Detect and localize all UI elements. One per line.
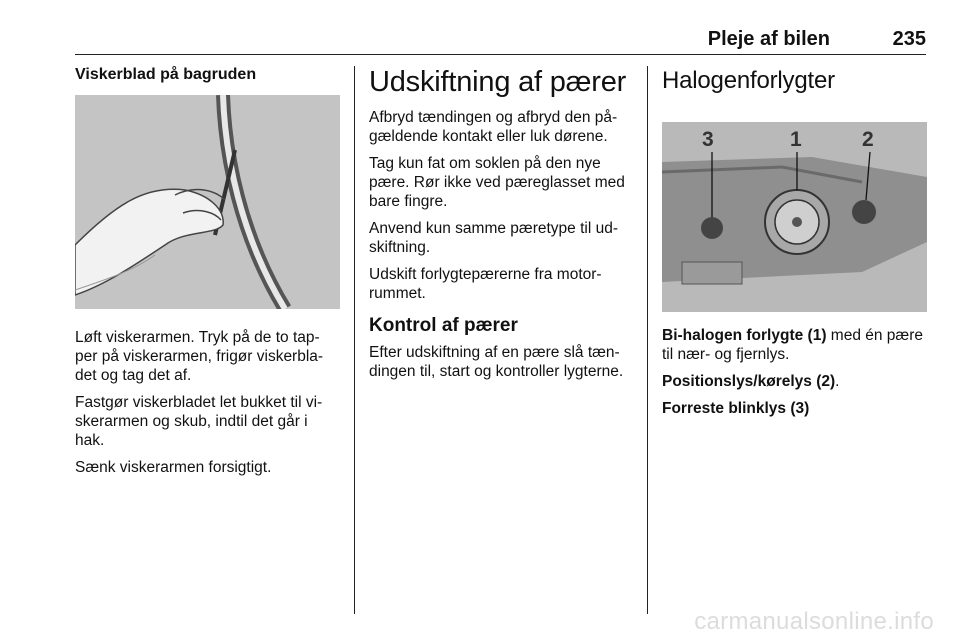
rear-wiper-heading: Viskerblad på bagruden (75, 66, 257, 83)
rear-wiper-step-3: Sænk viskerarmen forsigtigt. (75, 459, 272, 476)
watermark-text: carmanualsonline.info (694, 608, 934, 635)
bulb-check-text: Efter udskiftning af en pære slå tæn-dingen til, start og kontroller lygterne. (369, 344, 624, 380)
bulb-text-3: Anvend kun samme pæretype til ud-skiftning. (369, 220, 618, 256)
item-3-label: Forreste blinklys (3) (662, 400, 810, 417)
wiper-blade-illustration (75, 95, 340, 309)
halogen-heading: Halogenforlygter (662, 67, 835, 94)
item-2-description: . (835, 373, 840, 390)
section-title: Pleje af bilen (707, 28, 830, 50)
bulb-text-1: Afbryd tændingen og afbryd den på-gældende kontakt eller luk dørene. (369, 109, 618, 145)
page-header (75, 28, 926, 55)
halogen-item-3 (662, 399, 927, 418)
column-halogen-headlights (662, 66, 927, 426)
item-1-description: med én pære til nær- og fjernlys. (662, 327, 923, 363)
halogen-item-2 (662, 372, 927, 391)
callout-3: 3 (702, 128, 714, 151)
halogen-headlight-illustration (662, 122, 927, 312)
bulb-text-4: Udskift forlygtepærerne fra motor-rummet. (369, 266, 602, 302)
halogen-item-1 (662, 326, 927, 364)
callout-1: 1 (790, 128, 802, 151)
column-divider (354, 66, 355, 614)
bulb-text-2: Tag kun fat om soklen på den nye pære. Rør ikke ved pæreglasset med bare fingre. (369, 155, 625, 210)
column-divider (647, 66, 648, 614)
item-1-label: Bi-halogen forlygte (1) (662, 327, 827, 344)
page-number: 235 (892, 28, 926, 50)
rear-wiper-step-2: Fastgør viskerbladet let bukket til vi-skerarmen og skub, indtil det går i hak. (75, 394, 323, 449)
column-bulb-replacement (369, 66, 634, 389)
bulb-replacement-heading: Udskiftning af pærer (369, 66, 627, 98)
bulb-check-heading: Kontrol af pærer (369, 315, 518, 336)
column-rear-wiper (75, 66, 340, 485)
item-2-label: Positionslys/kørelys (2) (662, 373, 836, 390)
rear-wiper-step-1: Løft viskerarmen. Tryk på de to tap-per på viskerarmen, frigør viskerbla-det og tag det af. (75, 329, 324, 384)
callout-2: 2 (862, 128, 874, 151)
